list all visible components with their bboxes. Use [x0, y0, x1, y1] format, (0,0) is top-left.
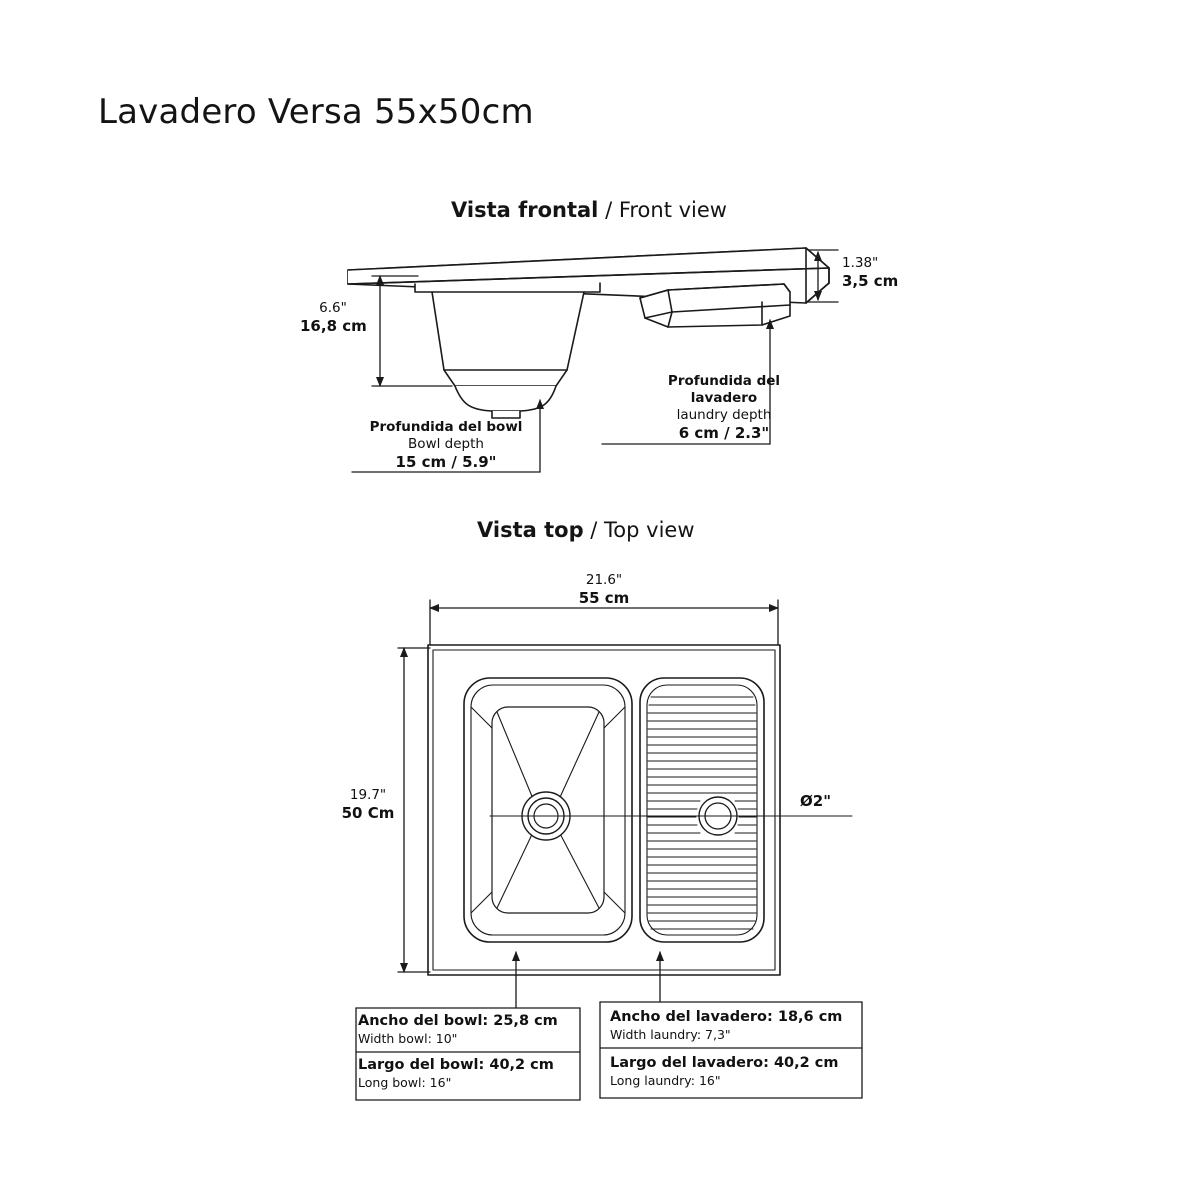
top-width-cm: 55 cm [578, 588, 630, 607]
section-heading-top-sep: / [583, 518, 605, 542]
bowl-length-callout [358, 1056, 554, 1091]
laundry-length-sub: Long laundry: 16" [610, 1072, 721, 1088]
laundry-width-label: Ancho del lavadero: 18,6 cm [610, 1009, 843, 1025]
bowl-depth-title-en: Bowl depth [408, 435, 484, 452]
section-heading-top-es: Vista top [477, 518, 584, 542]
front-height-dimension [300, 300, 366, 336]
rim-thickness-inches: 1.38" [842, 255, 879, 271]
section-heading-top-en: Top view [604, 518, 695, 542]
laundry-width-sub: Width laundry: 7,3" [610, 1026, 731, 1042]
laundry-depth-title-en: laundry depth [676, 406, 772, 423]
bowl-length-label: Largo del bowl: 40,2 cm [358, 1057, 554, 1073]
drain-diameter-label: Ø2" [800, 792, 832, 810]
section-heading-front-es: Vista frontal [451, 198, 599, 222]
top-height-cm: 50 Cm [341, 803, 395, 822]
front-height-cm: 16,8 cm [300, 316, 367, 335]
bowl-depth-value: 15 cm / 5.9" [395, 452, 497, 471]
top-width-inches: 21.6" [585, 572, 623, 588]
page-title: Lavadero Versa 55x50cm [98, 92, 534, 132]
bowl-length-sub: Long bowl: 16" [358, 1074, 452, 1090]
laundry-width-callout [610, 1008, 842, 1043]
laundry-depth-title-es-line2: lavadero [690, 389, 758, 406]
bowl-depth-title-es: Profundida del bowl [369, 419, 523, 435]
rim-thickness-dimension [842, 255, 898, 291]
top-width-dimension [544, 572, 664, 608]
bowl-width-label: Ancho del bowl: 25,8 cm [358, 1013, 558, 1029]
laundry-length-label: Largo del lavadero: 40,2 cm [610, 1055, 839, 1071]
laundry-depth-value: 6 cm / 2.3" [678, 423, 770, 442]
rim-thickness-cm: 3,5 cm [842, 271, 899, 290]
top-height-inches: 19.7" [349, 787, 387, 803]
bowl-width-callout [358, 1012, 558, 1047]
front-height-inches: 6.6" [319, 300, 347, 316]
laundry-length-callout [610, 1054, 839, 1089]
laundry-depth-title-es-line1: Profundida del [667, 373, 781, 389]
bowl-width-sub: Width bowl: 10" [358, 1030, 458, 1046]
bowl-depth-callout [336, 419, 556, 472]
section-heading-front-en: Front view [618, 198, 727, 222]
section-heading-front-sep: / [598, 198, 619, 222]
laundry-depth-callout [600, 373, 848, 442]
top-height-dimension [336, 787, 400, 823]
top-view-geometry [428, 645, 780, 975]
